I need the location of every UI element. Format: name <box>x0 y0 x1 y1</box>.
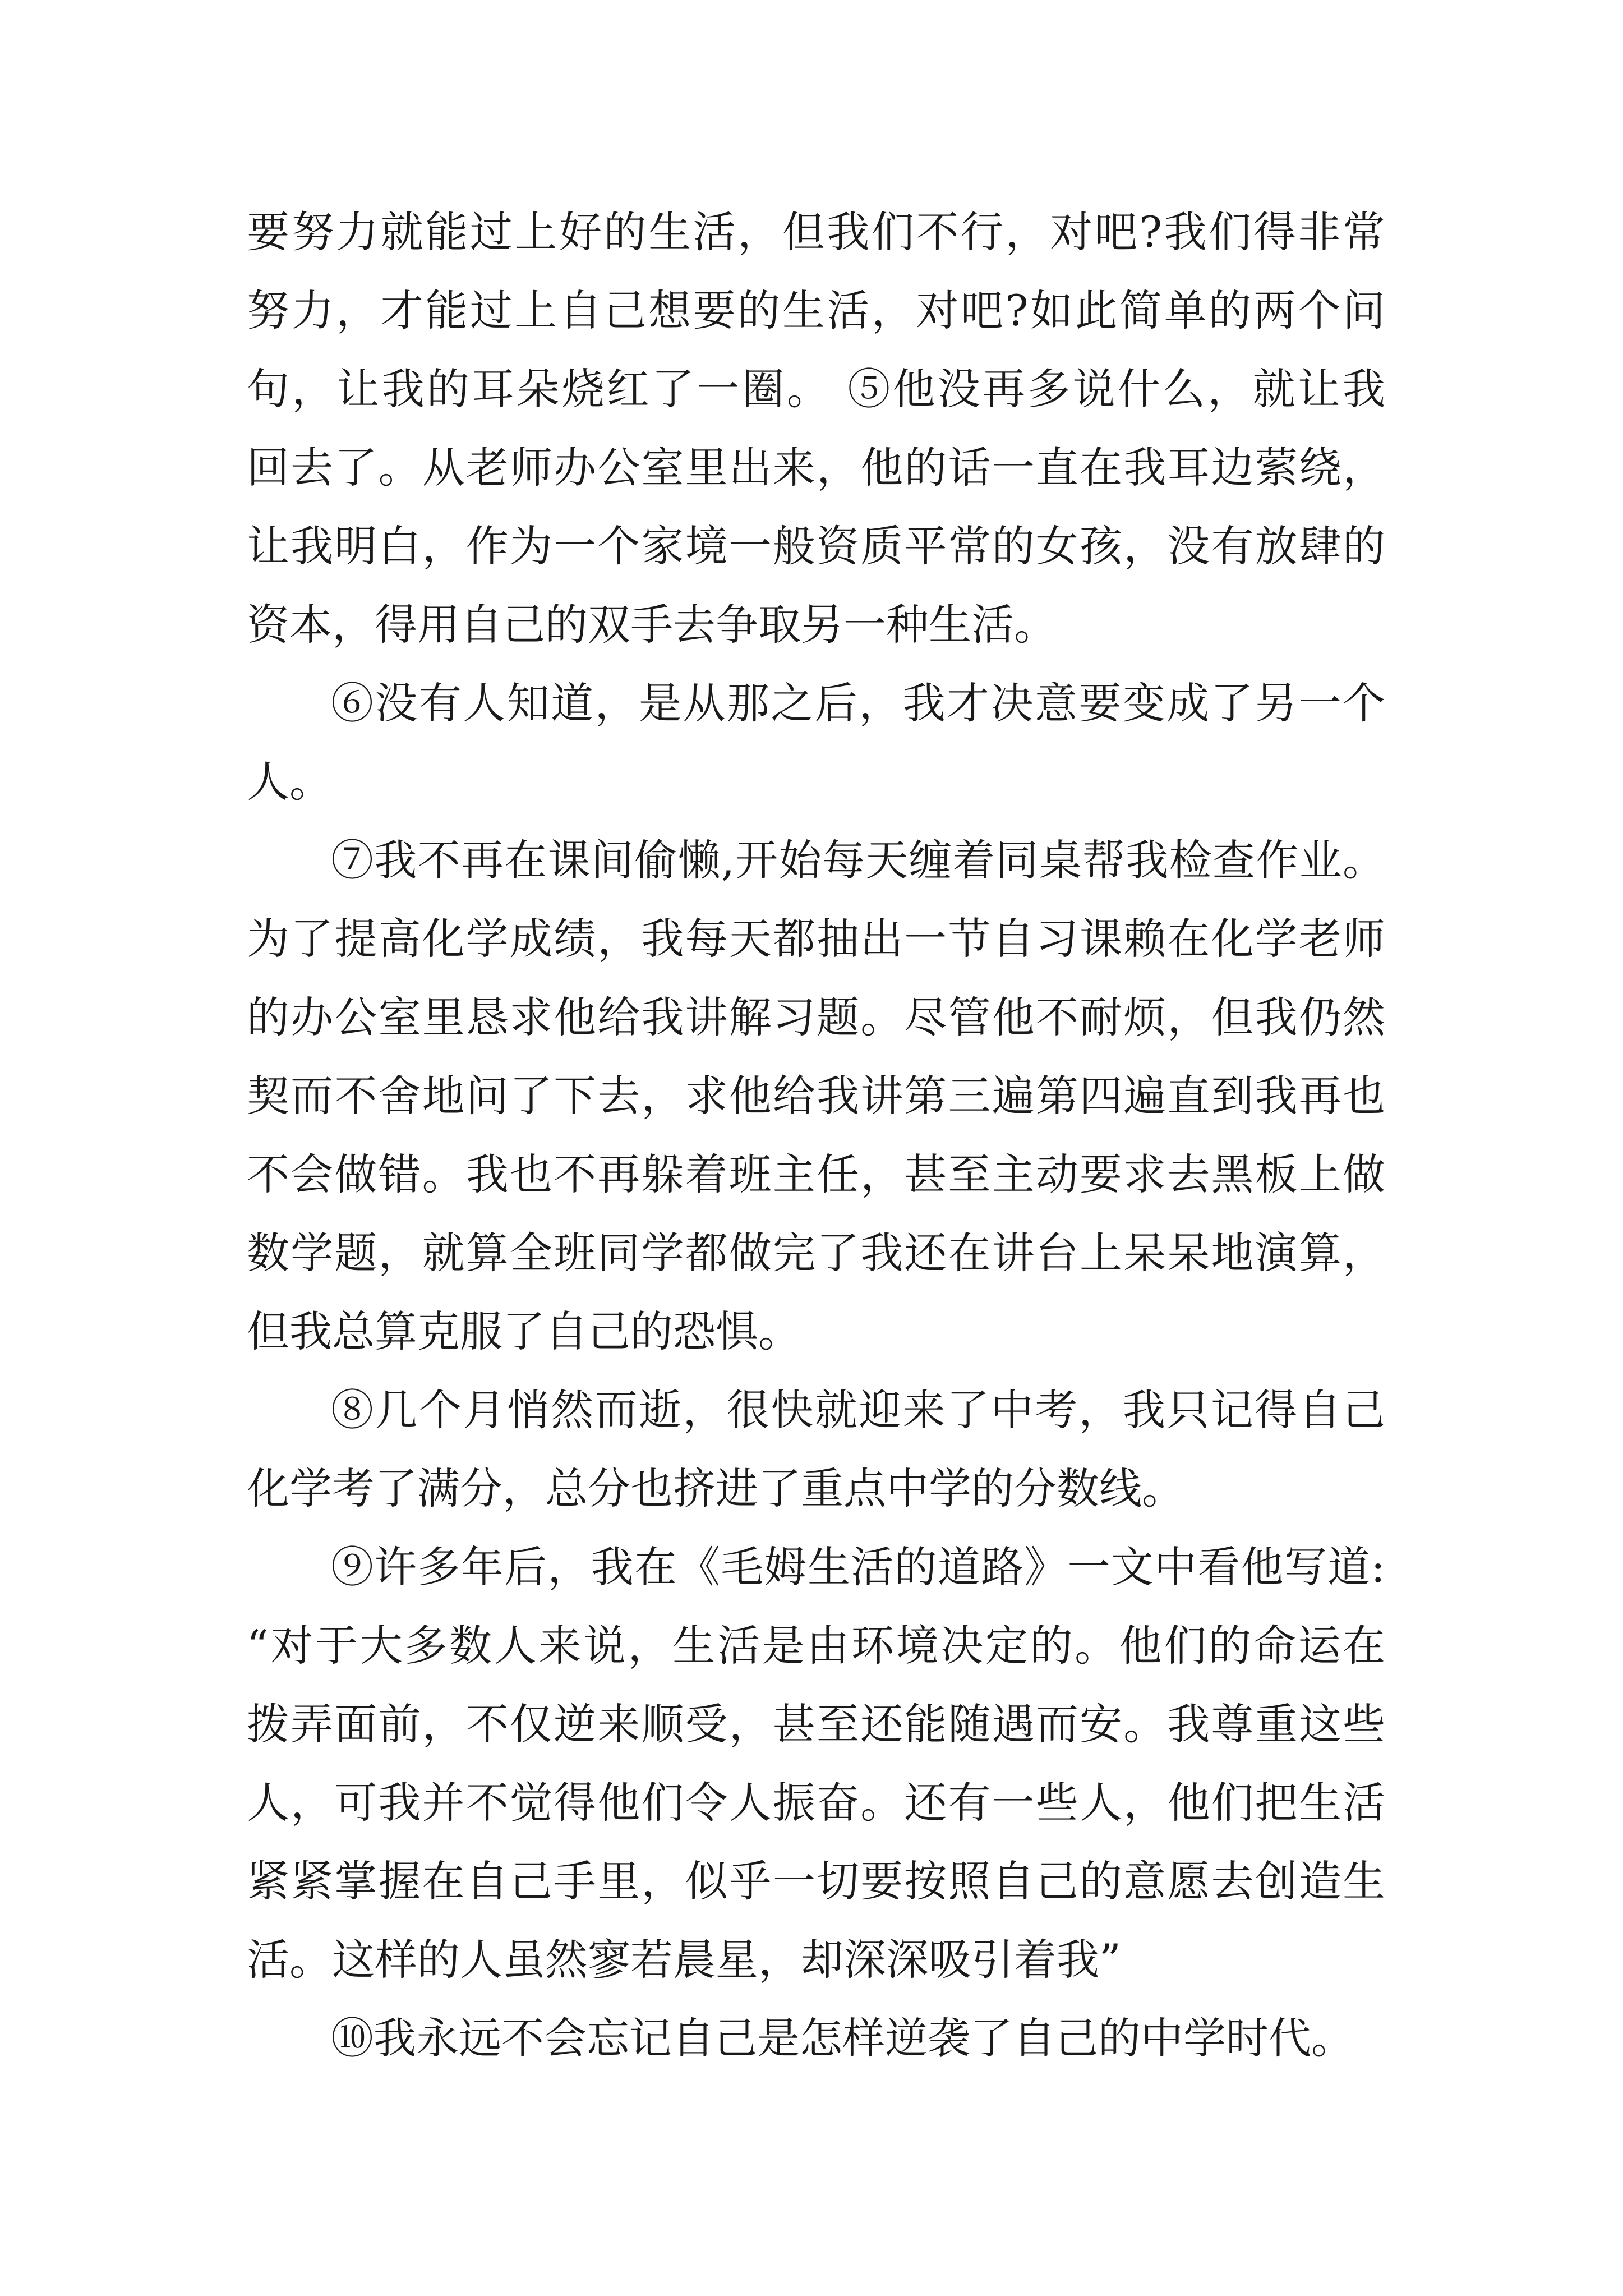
text-line: 数学题，就算全班同学都做完了我还在讲台上呆呆地演算， <box>247 1228 1385 1278</box>
paragraph-6 <box>247 664 1385 821</box>
text-line: 为了提高化学成绩，我每天都抽出一节自习课赖在化学老师 <box>247 914 1385 964</box>
text-line: 但我总算克服了自己的恐惧。 <box>247 1306 801 1356</box>
text-line: 的办公室里恳求他给我讲解习题。尽管他不耐烦，但我仍然 <box>247 992 1385 1042</box>
text-line: ⑥没有人知道，是从那之后，我才决意要变成了另一个 <box>331 678 1385 728</box>
text-line: 人。 <box>247 757 332 807</box>
text-line: 资本，得用自己的双手去争取另一种生活。 <box>247 600 1057 650</box>
text-line: “对于大多数人来说，生活是由环境决定的。他们的命运在 <box>247 1621 1385 1671</box>
text-line: ⑧几个月悄然而逝，很快就迎来了中考，我只记得自己 <box>331 1385 1385 1435</box>
text-line: 让我明白，作为一个家境一般资质平常的女孩，没有放肆的 <box>247 521 1385 571</box>
text-line: 拨弄面前，不仅逆来顺受，甚至还能随遇而安。我尊重这些 <box>247 1699 1385 1749</box>
text-line: 不会做错。我也不再躲着班主任，甚至主动要求去黑板上做 <box>247 1149 1385 1199</box>
text-line: 努力，才能过上自己想要的生活，对吧?如此简单的两个问 <box>247 286 1385 335</box>
text-line: 化学考了满分，总分也挤进了重点中学的分数线。 <box>247 1464 1184 1513</box>
text-line: 回去了。从老师办公室里出来，他的话一直在我耳边萦绕， <box>247 443 1385 493</box>
paragraph-9 <box>247 1528 1385 1999</box>
paragraph-8 <box>247 1371 1385 1528</box>
text-line: ⑦我不再在课间偷懒,开始每天缠着同桌帮我检查作业。 <box>331 835 1385 885</box>
paragraph-10 <box>247 1999 1385 2078</box>
text-line: 句，让我的耳朵烧红了一圈。 ⑤他没再多说什么，就让我 <box>247 364 1385 414</box>
text-line: ⑨许多年后，我在《毛姆生活的道路》一文中看他写道: <box>331 1542 1385 1592</box>
text-line: ⑩我永远不会忘记自己是怎样逆袭了自己的中学时代。 <box>331 2013 1354 2063</box>
document-page <box>247 193 1385 2078</box>
paragraph-continued <box>247 193 1385 664</box>
text-line: 要努力就能过上好的生活，但我们不行，对吧?我们得非常 <box>247 207 1385 257</box>
text-line: 人，可我并不觉得他们令人振奋。还有一些人，他们把生活 <box>247 1778 1385 1828</box>
paragraph-7 <box>247 821 1385 1371</box>
text-line: 紧紧掌握在自己手里，似乎一切要按照自己的意愿去创造生 <box>247 1856 1385 1906</box>
text-line: 活。这样的人虽然寥若晨星，却深深吸引着我” <box>247 1935 1121 1985</box>
text-line: 契而不舍地问了下去，求他给我讲第三遍第四遍直到我再也 <box>247 1071 1385 1121</box>
